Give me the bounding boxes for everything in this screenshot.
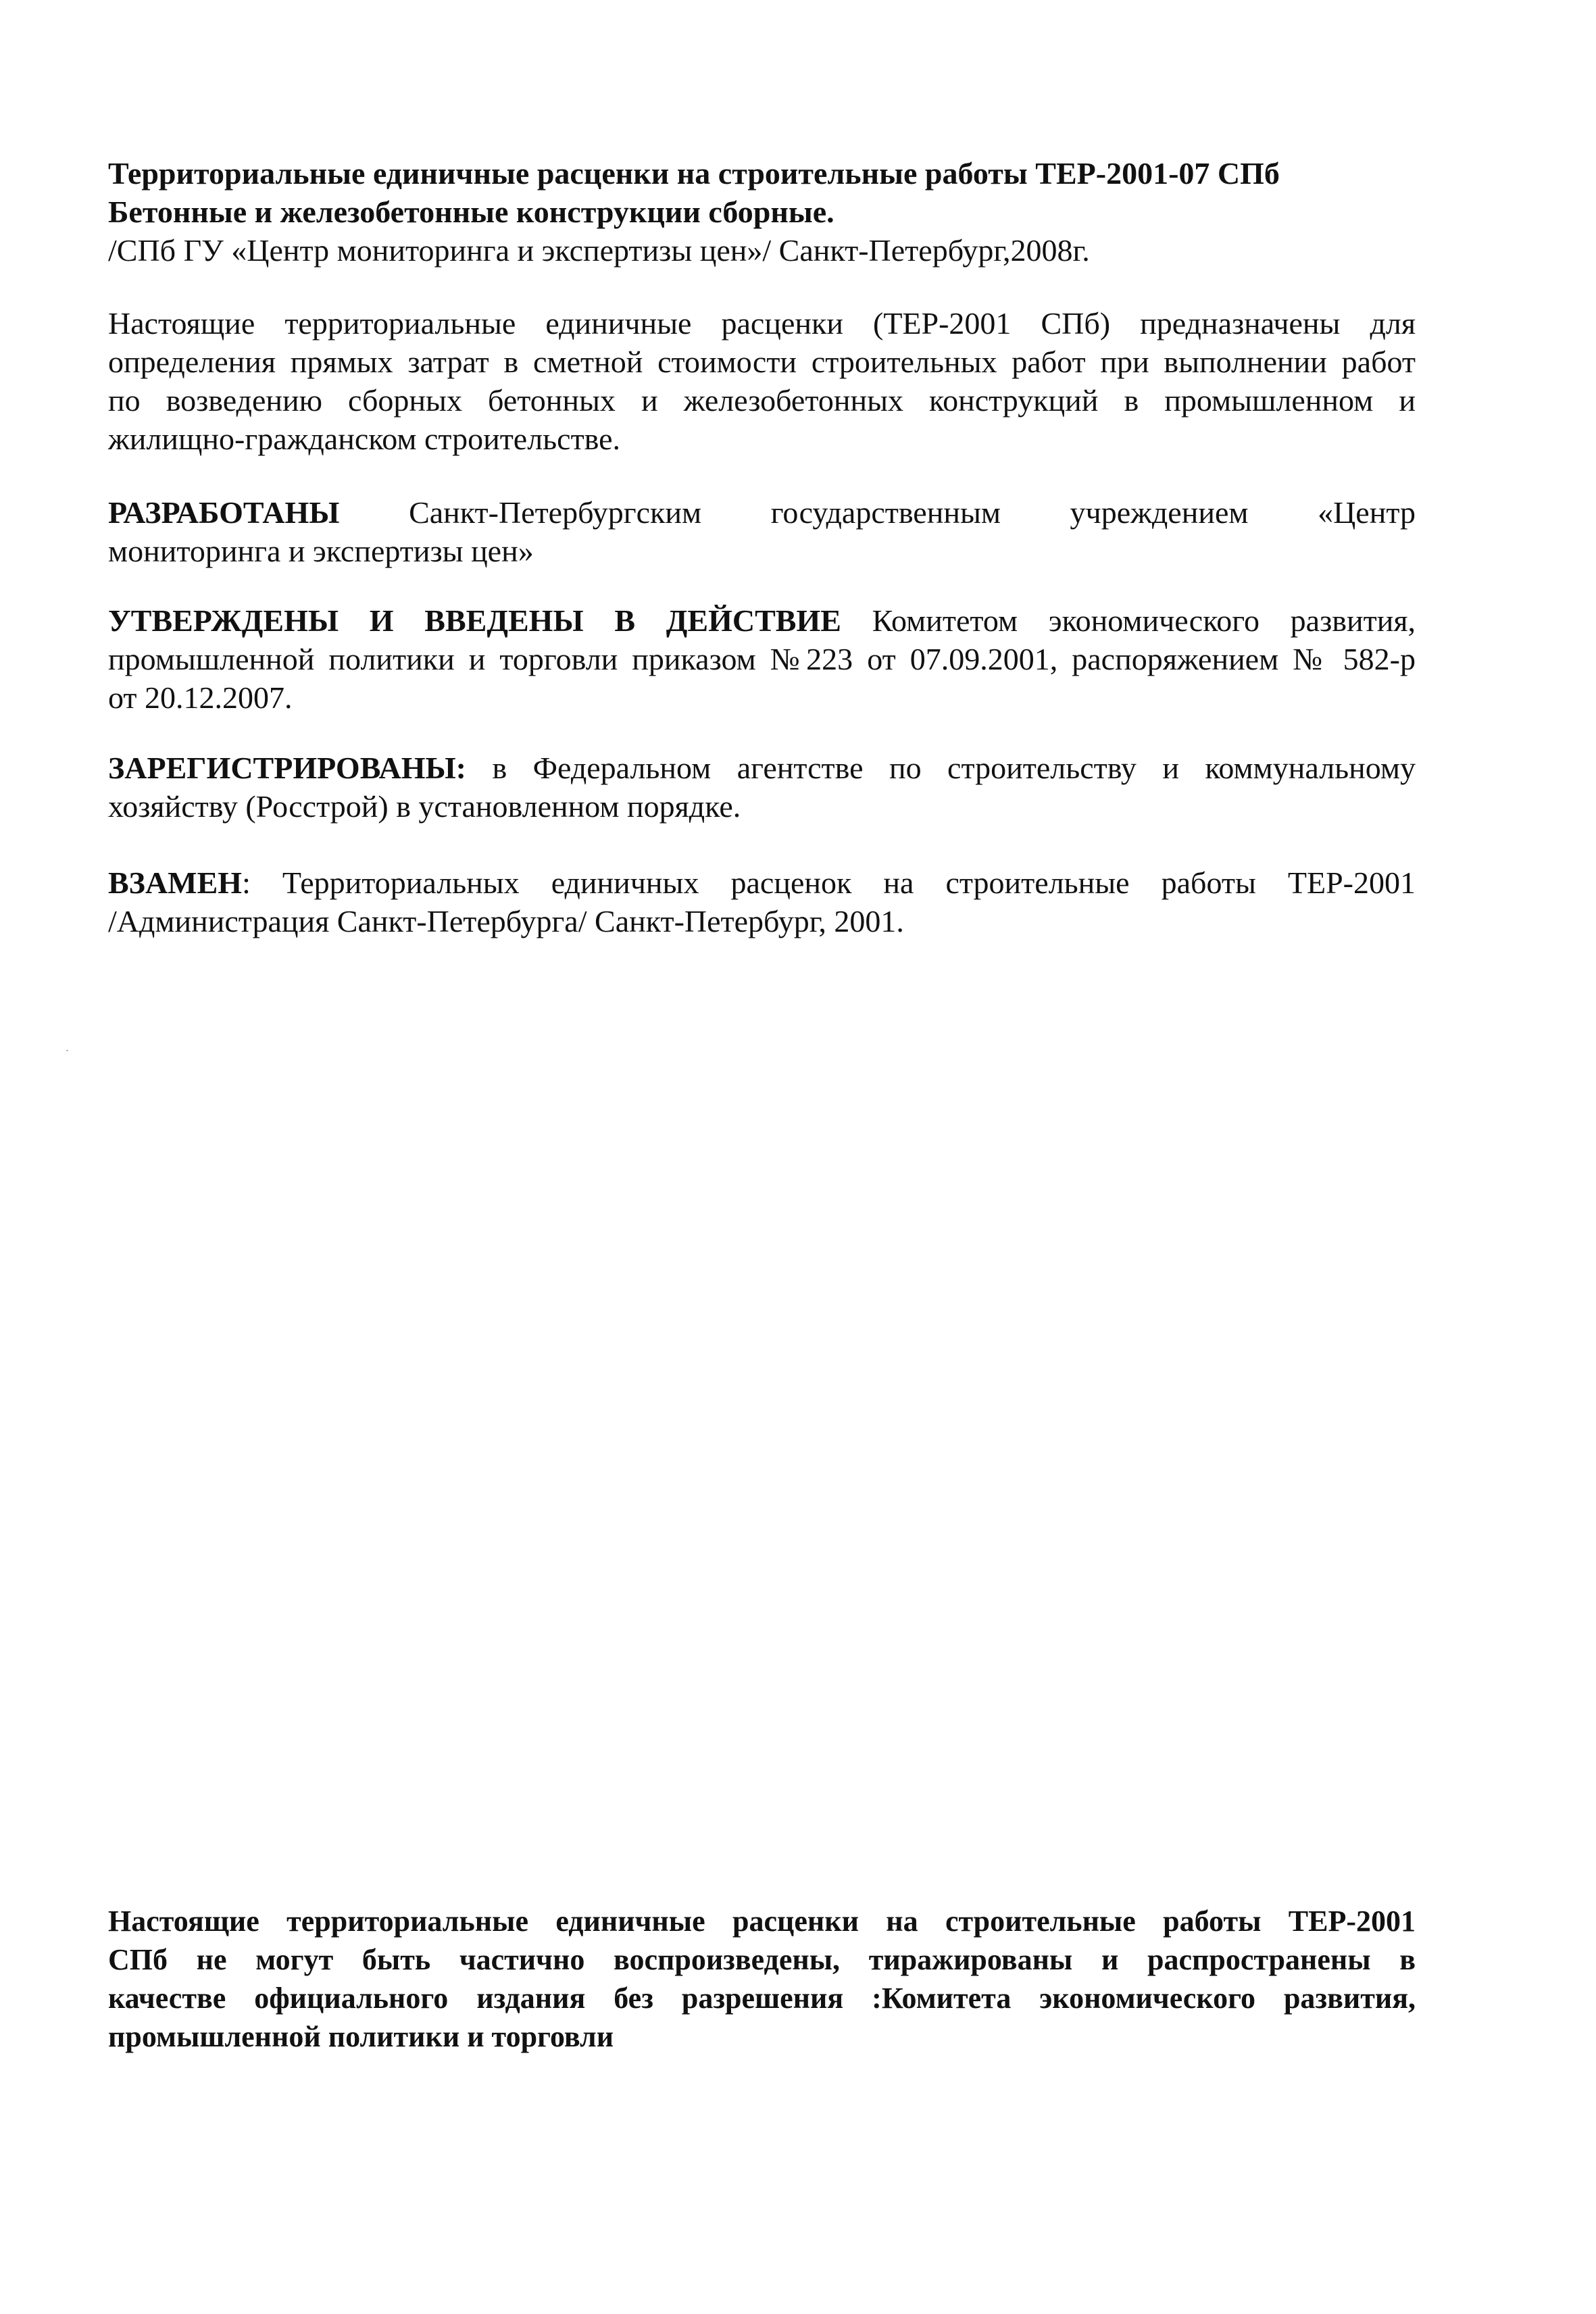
developed-label: РАЗРАБОТАНЫ: [108, 495, 340, 530]
developed-paragraph: [108, 493, 1416, 570]
scan-artifact: [66, 1050, 68, 1051]
intro-paragraph: [108, 304, 1416, 458]
notice-line: промышленной политики и торговли: [108, 2020, 614, 2053]
replaced-text: : Территориальных единичных расценок на строительные работы ТЕР-2001: [242, 865, 1416, 900]
approved-line1: [108, 601, 1416, 640]
notice-line: качестве официального издания без разрешения :Комитета экономического развития,: [108, 1982, 1416, 2015]
developed-text: Санкт-Петербургским государственным учреждением «Центр: [409, 495, 1416, 530]
registered-line1: [108, 749, 1416, 787]
developed-line1: [108, 493, 1416, 532]
intro-line: жилищно-гражданском строительстве.: [108, 422, 621, 456]
registered-text: в Федеральном агентстве по строительству и коммунальному: [492, 751, 1416, 785]
document-header: [108, 154, 1416, 270]
copyright-notice: [108, 1902, 1416, 2056]
developed-line2: мониторинга и экспертизы цен»: [108, 534, 534, 568]
document-title-line2: Бетонные и железобетонные конструкции сборные.: [108, 195, 834, 229]
registered-paragraph: [108, 749, 1416, 826]
notice-line: Настоящие территориальные единичные расценки на строительные работы ТЕР-2001: [108, 1905, 1416, 1938]
notice-line: СПб не могут быть частично воспроизведены, тиражированы и распространены в: [108, 1943, 1416, 1976]
registered-line2: хозяйству (Росстрой) в установленном порядке.: [108, 789, 741, 824]
approved-paragraph: [108, 601, 1416, 717]
approved-line2: промышленной политики и торговли приказом №223 от 07.09.2001, распоряжением № 582-р: [108, 642, 1416, 676]
registered-label: ЗАРЕГИСТРИРОВАНЫ:: [108, 751, 466, 785]
replaced-line2: /Администрация Санкт-Петербурга/ Санкт-Петербург, 2001.: [108, 904, 904, 938]
approved-text: Комитетом экономического развития,: [872, 603, 1416, 638]
replaced-line1: [108, 863, 1416, 902]
intro-line: определения прямых затрат в сметной стоимости строительных работ при выполнении работ: [108, 345, 1416, 379]
replaced-label: ВЗАМЕН: [108, 865, 243, 900]
intro-line: Настоящие территориальные единичные расценки (ТЕР-2001 СПб) предназначены для: [108, 306, 1416, 341]
intro-line: по возведению сборных бетонных и железобетонных конструкций в промышленном и: [108, 383, 1416, 418]
approved-label: УТВЕРЖДЕНЫ И ВВЕДЕНЫ В ДЕЙСТВИЕ: [108, 603, 841, 638]
replaced-paragraph: [108, 863, 1416, 940]
publisher-line: /СПб ГУ «Центр мониторинга и экспертизы цен»/ Санкт-Петербург,2008г.: [108, 233, 1090, 268]
document-title-line1: Территориальные единичные расценки на строительные работы ТЕР-2001-07 СПб: [108, 156, 1280, 191]
approved-line3: от 20.12.2007.: [108, 680, 293, 715]
